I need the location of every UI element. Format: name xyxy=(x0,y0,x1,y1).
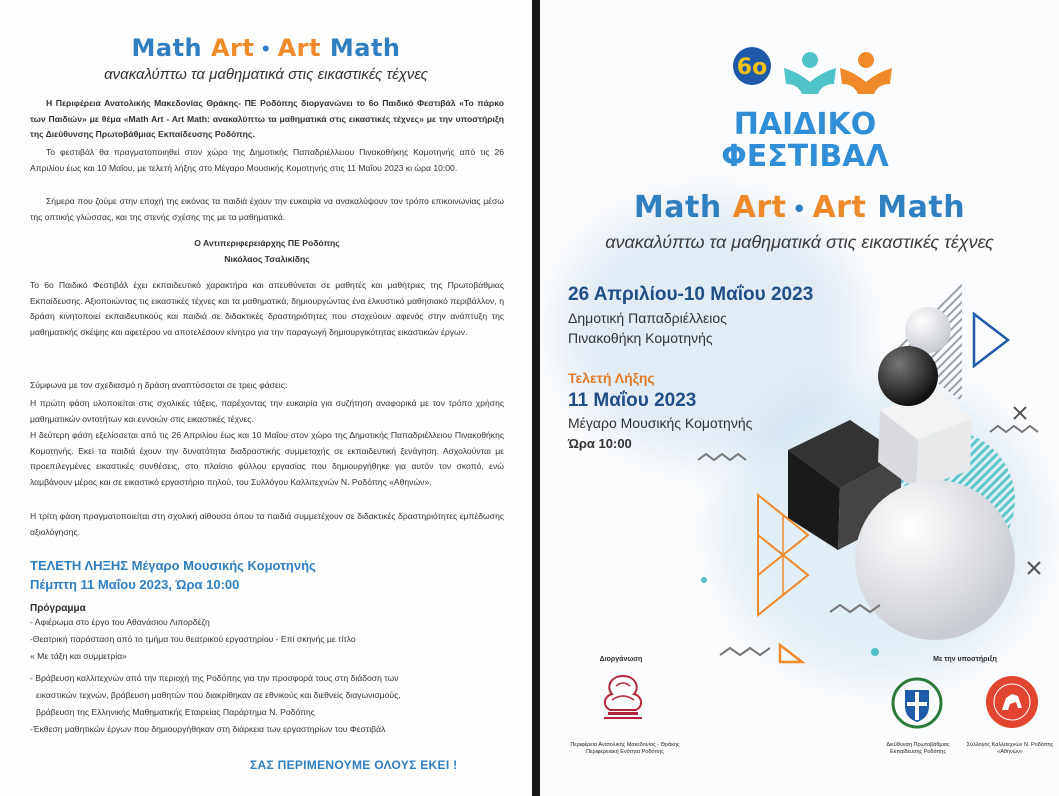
right-page xyxy=(540,0,1059,796)
cross-icon xyxy=(1014,407,1026,419)
body-paragraph-3: Η πρώτη φάση υλοποιείται στις σχολικές τάξεις, παρέχοντας την ευκαιρία για συζήτηση αναφορικά με τον τρόπο χρήσης μαθηματικών οντοτήτων και εννοιών στις εικαστικές τέχνες. xyxy=(30,398,504,424)
support-1-caption xyxy=(870,742,966,756)
zigzag-icon xyxy=(720,648,770,655)
program-item: -Θεατρική παράσταση από το τμήμα του θεατρικού εργαστηρίου - Επί σκηνής με τίτλο xyxy=(30,634,356,644)
festival-logo xyxy=(710,46,900,170)
brand-title xyxy=(0,34,532,62)
brand-word-art-2: Art xyxy=(812,190,867,225)
zigzag-icon xyxy=(990,426,1038,432)
brand-word-math-2: Math xyxy=(329,34,401,62)
program-list xyxy=(30,614,504,738)
logo-line-2: ΦΕΣΤΙΒΑΛ xyxy=(721,139,889,170)
logo-line-1: ΠΑΙΔΙΚΟ xyxy=(733,107,877,142)
brand-word-art-2: Art xyxy=(277,34,321,62)
logo-number: 6ο xyxy=(736,55,768,80)
geometric-artwork xyxy=(690,250,1059,670)
program-item: εικαστικών τεχνών, βράβευση μαθητών που διακρίθηκαν σε εθνικούς και διεθνείς διαγωνισμούς, xyxy=(36,690,401,700)
intro-paragraph-2: Το φεστιβάλ θα πραγματοποιηθεί στον χώρο της Δημοτικής Παπαδριέλλειου Πινακοθήκης Κομοτηνής από τις 26 Απριλίου έως και 10 Μαΐου, με τελετή λήξης στο Μέγαρο Μουσικής Κομοτηνής στις 11 Μαΐου 2023 κι ώρα 10:00. xyxy=(30,147,504,173)
brand-word-math-2: Math xyxy=(877,190,966,225)
greek-coat-of-arms-icon xyxy=(890,676,944,730)
closing-hour: Ώρα 10:00 xyxy=(568,436,632,451)
small-white-sphere-icon xyxy=(905,307,951,353)
closing-text: ΣΑΣ ΠΕΡΙΜΕΝΟΥΜΕ ΟΛΟΥΣ ΕΚΕΙ ! xyxy=(250,758,458,772)
right-brand-title xyxy=(540,190,1059,225)
ceremony-heading: ΤΕΛΕΤΗ ΛΗΞΗΣ Μέγαρο Μουσικής Κομοτηνής xyxy=(30,558,316,573)
blue-triangle-outline-icon xyxy=(974,314,1008,366)
organizer-caption-line-2: Περιφερειακή Ενότητα Ροδόπης xyxy=(586,749,664,755)
brand-word-art: Art xyxy=(732,190,787,225)
brand-word-math: Math xyxy=(633,190,722,225)
small-orange-triangle-icon xyxy=(780,645,802,662)
program-item: -Έκθεση μαθητικών έργων που δημιουργήθηκαν στη διάρκεια των εργαστηρίων του Φεστιβάλ xyxy=(30,724,386,734)
support-1-caption-line-2: Εκπαίδευσης Ροδόπης xyxy=(890,749,946,755)
support-2-caption-line-2: «Αθηνών» xyxy=(997,749,1023,755)
logo-figures-icon xyxy=(733,47,892,94)
exhibition-dates: 26 Απριλίου-10 Μαΐου 2023 xyxy=(568,284,814,305)
program-item: - Βράβευση καλλιτεχνών από την περιοχή της Ροδόπης για την προσφορά τους στη διάδοση των xyxy=(30,673,399,683)
program-item: - Αφιέρωμα στο έργο του Αθανάσιου Λιπορδέζη xyxy=(30,617,210,627)
intro-paragraph-1: Η Περιφέρεια Ανατολικής Μακεδονίας Θράκης- ΠΕ Ροδόπης διοργανώνει το 6ο Παιδικό Φεστιβάλ «Το πάρκο των Παιδιών» με θέμα «Math Art - Art Math: ανακαλύπτω τα μαθηματικά στις εικαστικές τέχνες» με την υποστήριξη της Διεύθυνσης Πρωτοβάθμιας Εκπαίδευσης Ροδόπης. xyxy=(30,98,504,139)
brand-separator: • xyxy=(260,39,272,59)
ceremony-date: Πέμπτη 11 Μαΐου 2023, Ώρα 10:00 xyxy=(30,577,240,592)
body-paragraph-4: Η δεύτερη φάση εξελίσσεται από τις 26 Απριλίου έως και 10 Μαΐου στον χώρο της Δημοτικής Παπαδριέλλειου Πινακοθήκης Κομοτηνής. Εκεί τα παιδιά έχουν την δυνατότητα διαδραστικής συμμετοχής σε εκπαιδευτική ξενάγηση. Ασχολούνται με προεπιλεγμένες εικαστικές συνθέσεις, στο πλαίσιο φύλλου εργασίας που δημιουργήθηκε για αυτόν τον σκοπό, ενώ λαμβάνουν μέρος και σε εικαστικό εργαστήριο πηλού, του Συλλόγου Καλλιτεχνών Ν. Ροδόπης «Αθηνών». xyxy=(30,430,504,487)
right-subtitle: ανακαλύπτω τα μαθηματικά στις εικαστικές τέχνες xyxy=(605,232,994,252)
signature-name: Νικόλαος Τσαλικίδης xyxy=(224,254,310,264)
program-item: « Με τάξη και συμμετρία» xyxy=(30,651,127,661)
signature-role: Ο Αντιπεριφερειάρχης ΠΕ Ροδόπης xyxy=(194,238,340,248)
venue-line-1: Δημοτική Παπαδριέλλειος xyxy=(568,310,727,326)
body-paragraph-5: Η τρίτη φάση πραγματοποιείται στη σχολική αίθουσα όπου τα παιδιά συμμετέχουν σε διδακτικές δραστηριότητες εμπέδωσης αξιολόγησης. xyxy=(30,511,504,537)
body-paragraph-2: Σύμφωνα με τον σχεδιασμό η δράση αναπτύσσεται σε τρεις φάσεις: xyxy=(30,380,288,390)
brand-separator: • xyxy=(792,196,807,221)
artists-association-seal-icon xyxy=(984,674,1040,730)
intro-paragraph-3: Σήμερα που ζούμε στην εποχή της εικόνας τα παιδιά έχουν την ευκαιρία να ανακαλύψουν τον τρόπο επικοινωνίας μέσω της οπτικής γλώσσας, και της στενής σχέσης της με τα μαθηματικά. xyxy=(30,196,504,222)
program-item: βράβευση της Ελληνικής Μαθηματικής Εταιρείας Παράρτημα Ν. Ροδόπης xyxy=(36,707,315,717)
support-2-caption xyxy=(960,742,1059,756)
brand-word-art: Art xyxy=(210,34,255,62)
support-label: Με την υποστήριξη xyxy=(933,656,997,663)
brand-word-math: Math xyxy=(131,34,203,62)
support-2-caption-line-1: Σύλλογος Καλλιτεχνών Ν. Ροδόπης xyxy=(966,742,1054,748)
support-1-caption-line-1: Διεύθυνση Πρωτοβάθμιας xyxy=(886,742,950,748)
closing-date: 11 Μαΐου 2023 xyxy=(568,390,697,411)
black-sphere-icon xyxy=(878,346,938,406)
program-title: Πρόγραμμα xyxy=(30,603,86,614)
cross-icon xyxy=(1028,562,1040,574)
closing-venue: Μέγαρο Μουσικής Κομοτηνής xyxy=(568,415,753,431)
venue-line-2: Πινακοθήκη Κομοτηνής xyxy=(568,330,713,346)
subtitle: ανακαλύπτω τα μαθηματικά στις εικαστικές τέχνες xyxy=(104,66,428,83)
organizer-caption-line-1: Περιφέρεια Ανατολικής Μακεδονίας - Θράκης xyxy=(570,742,680,748)
region-emblem-icon xyxy=(590,670,656,726)
large-white-sphere-icon xyxy=(855,480,1015,640)
zigzag-icon xyxy=(698,454,746,460)
organizer-label: Διοργάνωση xyxy=(599,656,643,663)
body-paragraph-1: Το 6ο Παιδικό Φεστιβάλ έχει εκπαιδευτικό χαρακτήρα και απευθύνεται σε μαθητές και μαθήτριες της Πρωτοβάθμιας Εκπαίδευσης. Αξιοποιώντας τις εικαστικές τέχνες και τα μαθηματικά, δημιουργώντας ένα ελκυστικό μαθησιακό περιβάλλον, η δράση κινητοποιεί εκπαιδευτικούς και παιδιά σε διδακτικές δραστηριότητες που στοχεύουν αφενός στην ανάπτυξη της μαθηματικής σκέψης και αφετέρου να αποτελέσουν κίνητρο για την παραγωγή δημιουργικότητας εικαστικών έργων. xyxy=(30,280,504,337)
organizer-caption xyxy=(550,742,700,756)
closing-label: Τελετή Λήξης xyxy=(568,370,655,386)
